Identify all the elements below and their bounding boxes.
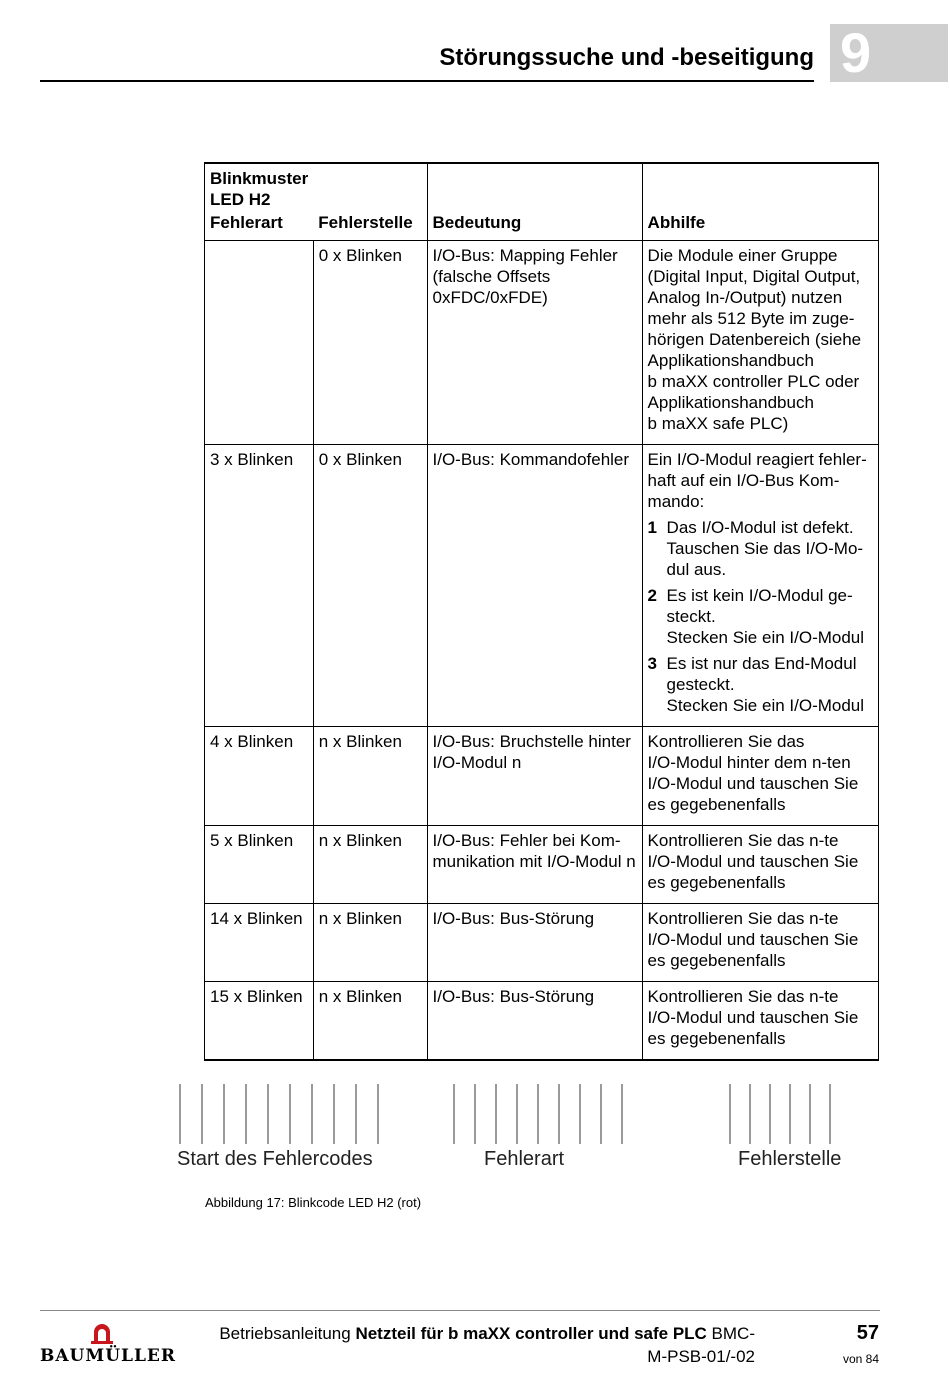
cell-abhilfe (642, 444, 878, 726)
bedeutung-line: (falsche Offsets (432, 266, 551, 286)
list-item-line: Stecken Sie ein I/O-Modul (666, 695, 865, 715)
list-item-number: 3 (647, 653, 658, 673)
abhilfe-line: b maXX safe PLC) (647, 413, 789, 433)
page-total: von 84 (842, 1352, 879, 1366)
abhilfe-list-item (648, 653, 873, 716)
chapter-number: 9 (840, 21, 872, 84)
column-header-fehlerstelle: Fehlerstelle (313, 210, 427, 240)
bedeutung-line: I/O-Bus: Fehler bei Kom- (432, 830, 621, 850)
abhilfe-list-item (648, 517, 873, 580)
cell-fehlerart: 14 x Blinken (205, 903, 314, 981)
list-item-line: Stecken Sie ein I/O-Modul (666, 627, 865, 647)
label-fehlerart: Fehlerart (484, 1148, 565, 1170)
list-item-number: 2 (647, 585, 658, 605)
cell-bedeutung (427, 444, 642, 726)
cell-abhilfe (642, 981, 878, 1060)
list-item-line: Es ist kein I/O-Modul ge- (666, 585, 853, 605)
chapter-number-box (830, 21, 948, 84)
abhilfe-list-item (648, 585, 873, 648)
abhilfe-line: es gegebenenfalls (647, 950, 786, 970)
cell-fehlerart: 5 x Blinken (205, 825, 314, 903)
column-header-fehlerart: Fehlerart (205, 210, 314, 240)
list-item-line: Es ist nur das End-Modul (666, 653, 857, 673)
bedeutung-line: I/O-Modul n (432, 752, 522, 772)
bedeutung-line: munikation mit I/O-Modul n (432, 851, 636, 871)
cell-fehlerstelle: 0 x Blinken (313, 240, 427, 444)
abhilfe-line: Applikationshandbuch (647, 392, 814, 412)
abhilfe-line: es gegebenenfalls (647, 1028, 786, 1048)
bedeutung-line: I/O-Bus: Mapping Fehler (432, 245, 618, 265)
label-start-fehlercode: Start des Fehlercodes (177, 1148, 373, 1170)
column-header-abhilfe: Abhilfe (642, 210, 878, 240)
table-header-spacer (642, 163, 878, 210)
page-number: 57 (856, 1322, 879, 1344)
cell-fehlerstelle: n x Blinken (313, 981, 427, 1060)
table-row (205, 726, 879, 825)
cell-fehlerstelle: n x Blinken (313, 726, 427, 825)
bedeutung-line: I/O-Bus: Bus-Störung (432, 986, 595, 1006)
abhilfe-line: haft auf ein I/O-Bus Kom- (647, 470, 840, 490)
list-item-text (667, 517, 873, 580)
list-item-line: steckt. (666, 606, 716, 626)
abhilfe-line: (Digital Input, Digital Output, (647, 266, 861, 286)
abhilfe-line: hörigen Datenbereich (siehe (647, 329, 862, 349)
list-item-text (667, 653, 873, 716)
cell-fehlerart: 15 x Blinken (205, 981, 314, 1060)
abhilfe-line: es gegebenenfalls (647, 794, 786, 814)
cell-fehlerstelle: n x Blinken (313, 903, 427, 981)
table-group-header-row (205, 163, 879, 210)
table-row (205, 444, 879, 726)
footer-doc-suffix-2: M-PSB-01/-02 (647, 1347, 755, 1366)
cell-abhilfe (642, 726, 878, 825)
cell-bedeutung (427, 903, 642, 981)
cell-fehlerart (205, 240, 314, 444)
table-group-header: Blinkmuster LED H2 (205, 163, 314, 210)
footer-doc-bold: Netzteil für b maXX controller und safe PLC (355, 1324, 707, 1343)
cell-bedeutung (427, 981, 642, 1060)
table-row (205, 903, 879, 981)
list-item-number: 1 (647, 517, 658, 537)
table-row (205, 825, 879, 903)
logo-text: BAUMÜLLER (40, 1346, 177, 1366)
list-item-line: Tauschen Sie das I/O-Mo- (666, 538, 864, 558)
label-fehlerstelle: Fehlerstelle (738, 1148, 842, 1170)
cell-fehlerart: 4 x Blinken (205, 726, 314, 825)
abhilfe-line: mehr als 512 Byte im zuge- (647, 308, 855, 328)
abhilfe-line: I/O-Modul und tauschen Sie (647, 1007, 859, 1027)
cell-bedeutung (427, 726, 642, 825)
cell-fehlerart: 3 x Blinken (205, 444, 314, 726)
column-header-bedeutung: Bedeutung (427, 210, 642, 240)
abhilfe-line: es gegebenenfalls (647, 872, 786, 892)
bedeutung-line: I/O-Bus: Bruchstelle hinter (432, 731, 631, 751)
list-item-line: Das I/O-Modul ist defekt. (666, 517, 854, 537)
list-item-text (667, 585, 873, 648)
footer-doc-suffix-1: BMC- (706, 1324, 755, 1343)
bedeutung-line: I/O-Bus: Bus-Störung (432, 908, 595, 928)
abhilfe-line: I/O-Modul und tauschen Sie (647, 929, 859, 949)
abhilfe-line: mando: (647, 491, 705, 511)
abhilfe-line: I/O-Modul hinter dem n-ten (647, 752, 851, 772)
abhilfe-line: Kontrollieren Sie das (647, 731, 805, 751)
abhilfe-line: Ein I/O-Modul reagiert fehler- (647, 449, 867, 469)
abhilfe-line: Kontrollieren Sie das n-te (647, 986, 839, 1006)
table-row (205, 240, 879, 444)
table-column-header-row (205, 210, 879, 240)
header-rule (40, 80, 814, 82)
list-item-line: gesteckt. (666, 674, 735, 694)
abhilfe-line: Applikationshandbuch (647, 350, 814, 370)
footer-doc-prefix: Betriebsanleitung (219, 1324, 356, 1343)
table-header-spacer (313, 163, 427, 210)
cell-abhilfe (642, 825, 878, 903)
cell-abhilfe (642, 903, 878, 981)
abhilfe-line: Kontrollieren Sie das n-te (647, 830, 839, 850)
cell-abhilfe (642, 240, 878, 444)
list-item-line: dul aus. (666, 559, 727, 579)
cell-bedeutung (427, 825, 642, 903)
footer-rule (40, 1310, 880, 1311)
abhilfe-line: I/O-Modul und tauschen Sie (647, 773, 859, 793)
abhilfe-line: Die Module einer Gruppe (647, 245, 838, 265)
blink-bars (180, 1084, 830, 1144)
blink-pattern-table (204, 162, 879, 1061)
abhilfe-line: Analog In-/Output) nutzen (647, 287, 843, 307)
abhilfe-line: Kontrollieren Sie das n-te (647, 908, 839, 928)
abhilfe-line: I/O-Modul und tauschen Sie (647, 851, 859, 871)
table-header-spacer (427, 163, 642, 210)
cell-bedeutung (427, 240, 642, 444)
bedeutung-line: 0xFDC/0xFDE) (432, 287, 548, 307)
table-row (205, 981, 879, 1060)
footer-document-title (150, 1322, 755, 1368)
abhilfe-line: b maXX controller PLC oder (647, 371, 860, 391)
page-header-title: Störungssuche und -beseitigung (439, 44, 814, 71)
figure-caption: Abbildung 17: Blinkcode LED H2 (rot) (205, 1195, 422, 1210)
bedeutung-line: I/O-Bus: Kommandofehler (432, 449, 630, 469)
cell-fehlerstelle: n x Blinken (313, 825, 427, 903)
cell-fehlerstelle: 0 x Blinken (313, 444, 427, 726)
